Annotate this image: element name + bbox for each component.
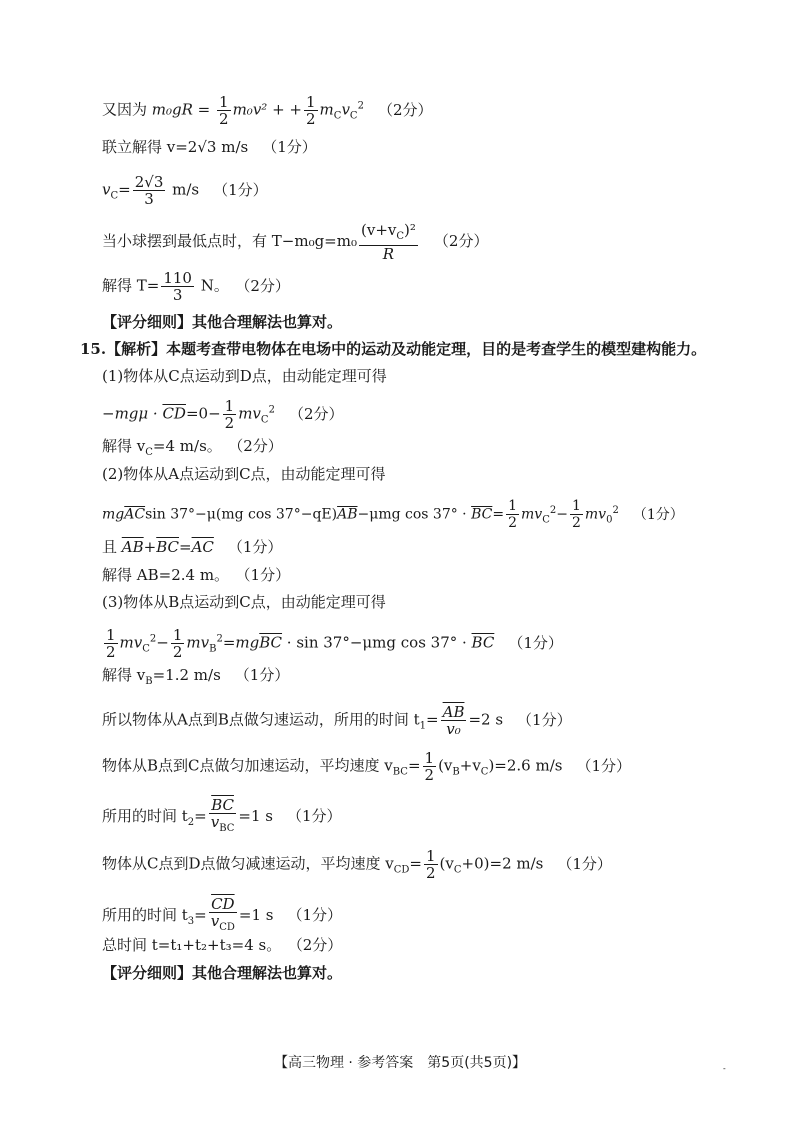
avg-velocity-cd-line: 物体从C点到D点做匀减速运动，平均速度 $v_{CD}=$ $\frac{1}{2}$ $(v_C+0)=2$ m/s （1分）: [102, 847, 612, 882]
page-footer: 【高三物理 · 参考答案 第5页(共5页)】: [273, 1055, 527, 1071]
part2-length-relation: 且 $\overline{AB}+\overline{BC}=\overline{AC}$ （1分）: [102, 538, 283, 556]
time-t2-line: 所用的时间 $t_2=$ $\frac{\overline{BC}}{v_{BC}}$ =1 s （1分）: [102, 796, 342, 834]
vc-line: $v_C=$ $\frac{2√3}{3}$ m/s （1分）: [102, 173, 268, 208]
question-15-header: 15.【解析】本题考查带电物体在电场中的运动及动能定理，目的是考查学生的模型建构能力。: [80, 340, 707, 358]
part2-intro: (2)物体从A点运动到C点，由动能定理可得: [102, 465, 386, 483]
part3-intro: (3)物体从B点运动到C点，由动能定理可得: [102, 593, 386, 611]
scoring-rule-2: 【评分细则】其他合理解法也算对。: [102, 964, 343, 982]
solve-v-line: 联立解得 v=2√3 m/s （1分）: [102, 138, 317, 156]
part2-equation: $mg\overline{AC}\sin$ 37°−μ(mg $\cos 37^\circ-qE)\overline{AB}-\mu mg$ $\cos 37^\circ \cdot \overline{BC}=$ $\frac{1}{2}$ $mv_C^2-$ $\frac{1}{2}$ $mv_0^2$ （1分）: [102, 498, 684, 531]
total-time-line: 总时间 t=t₁+t₂+t₃=4 s。 （2分）: [102, 936, 343, 954]
part2-result: 解得 AB=2.4 m。 （1分）: [102, 566, 291, 584]
part1-equation: $-mg\mu \cdot \overline{CD}=0-$ $\frac{1}{2}$ $mv_C^2$ （2分）: [102, 397, 344, 432]
part3-result: 解得 $v_B=1.2$ m/s （1分）: [102, 666, 290, 687]
time-t3-line: 所用的时间 $t_3=$ $\frac{\overline{CD}}{v_{CD}}$ =1 s （1分）: [102, 895, 343, 933]
part3-equation: $\frac{1}{2}$ $mv_C^2-$ $\frac{1}{2}$ $mv_B^2=mg\overline{BC} \cdot \sin 37^\circ-\mu mg$ $\cos 37^\circ \cdot \overline{BC}$ （1分）: [106, 626, 563, 661]
energy-eq-line: 又因为 m₀gR = $\frac{1}{2}$ m₀v² + + $\frac{1}{2}$ $m_Cv_C^2$ （2分）: [102, 93, 433, 128]
solve-t-line: 解得 T= $\frac{110}{3}$ N。 （2分）: [102, 269, 290, 304]
lowest-point-line: 当小球摆到最低点时，有 T−m₀g=m₀ $\frac{(v+v_C)^2}{R}$ （2分）: [102, 221, 489, 263]
part1-result: 解得 $v_C=4$ m/s。 （2分）: [102, 437, 283, 458]
corner-mark: -: [723, 1064, 726, 1073]
avg-velocity-bc-line: 物体从B点到C点做匀加速运动，平均速度 $v_{BC}=$ $\frac{1}{2}$ $(v_B+v_C)=2.6$ m/s （1分）: [102, 749, 632, 784]
time-t1-line: 所以物体从A点到B点做匀速运动，所用的时间 $t_1=$ $\frac{\overline{AB}}{\text{v₀}}$ =2 s （1分）: [102, 703, 572, 738]
part1-intro: (1)物体从C点运动到D点，由动能定理可得: [102, 367, 387, 385]
scoring-rule-1: 【评分细则】其他合理解法也算对。: [102, 313, 343, 331]
